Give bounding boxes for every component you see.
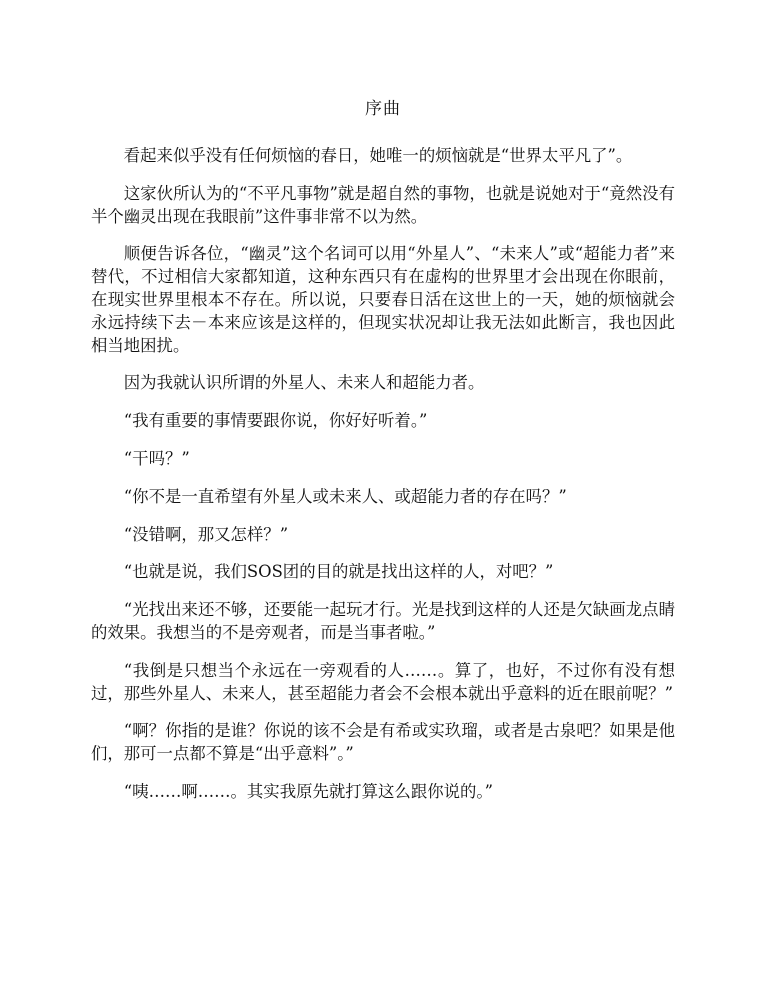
paragraph-10: “光找出来还不够，还要能一起玩才行。光是找到这样的人还是欠缺画龙点睛的效果。我想当的不是旁观者，而是当事者啦。” [91,600,675,642]
paragraph-11: “我倒是只想当个永远在一旁观看的人……。算了，也好，不过你有没有想过，那些外星人、未来人，甚至超能力者会不会根本就出乎意料的近在眼前呢？” [91,660,675,703]
paragraph-7: “你不是一直希望有外星人或未来人、或超能力者的存在吗？” [123,486,567,506]
paragraph-2: 这家伙所认为的“不平凡事物”就是超自然的事物，也就是说她对于“竟然没有半个幽灵出现在我眼前”这件事非常不以为然。 [91,183,675,226]
paragraph-13: “咦……啊……。其实我原先就打算这么跟你说的。” [123,781,493,801]
paragraph-6: “干吗？” [123,448,190,468]
chapter-title: 序曲 [365,99,401,119]
document-page [91,98,675,819]
paragraph-5: “我有重要的事情要跟你说，你好好听着。” [123,411,428,431]
paragraph-1: 看起来似乎没有任何烦恼的春日，她唯一的烦恼就是“世界太平凡了”。 [123,146,633,165]
paragraph-9: “也就是说，我们SOS团的目的就是找出这样的人，对吧？” [123,562,554,582]
paragraph-3: 顺便告诉各位，“幽灵”这个名词可以用“外星人”、“未来人”或“超能力者”来替代，不过相信大家都知道，这种东西只有在虚构的世界里才会出现在你眼前，在现实世界里根本不存在。所以说，只要春日活在这世上的一天，她的烦恼就会永远持续下去－本来应该是这样的，但现实状况却让我无法如此断言，我也因此相当地困扰。 [91,244,675,355]
paragraph-12: “啊？你指的是谁？你说的该不会是有希或实玖瑠，或者是古泉吧？如果是他们，那可一点都不算是“出乎意料”。” [91,721,675,764]
paragraph-8: “没错啊，那又怎样？” [123,524,289,544]
paragraph-4: 因为我就认识所谓的外星人、未来人和超能力者。 [123,373,485,393]
